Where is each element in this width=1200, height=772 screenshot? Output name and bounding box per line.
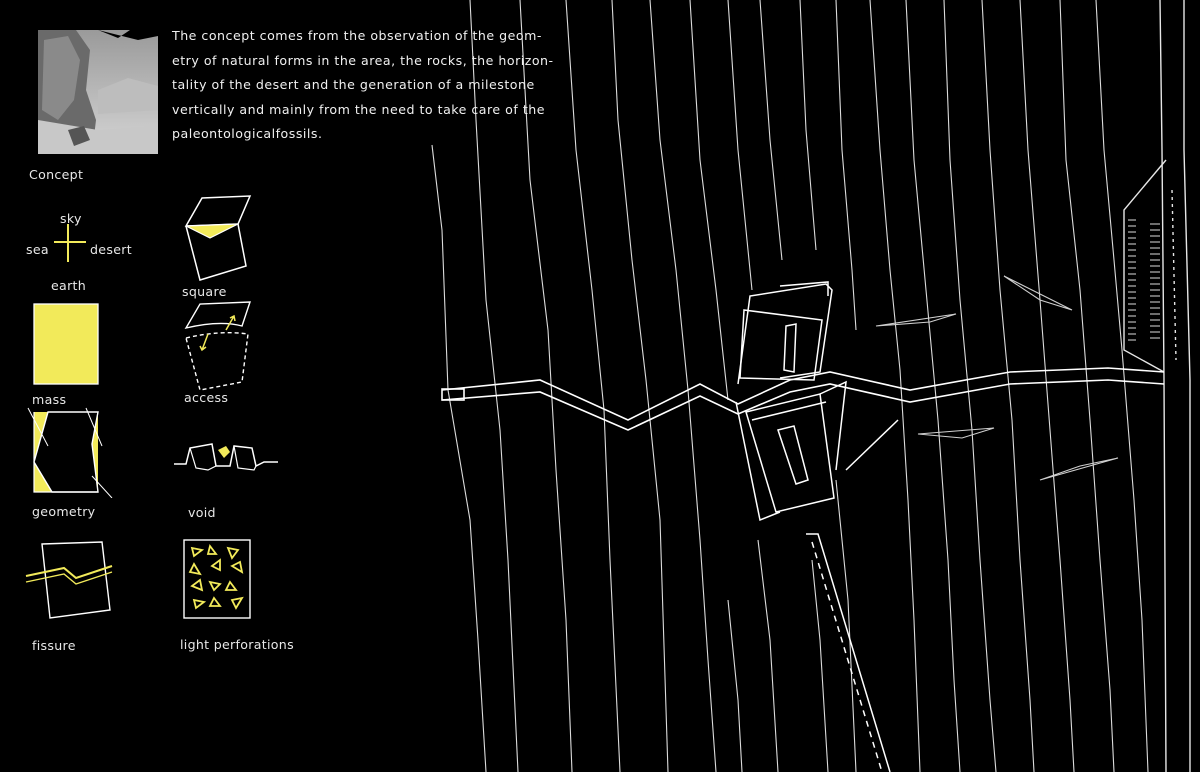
diagram-label-access: access	[184, 390, 229, 405]
diagram-label-light-perforations: light perforations	[180, 637, 294, 652]
building-volumes	[736, 282, 898, 772]
square-diagram-icon	[180, 192, 256, 286]
road	[1124, 0, 1190, 772]
fissure-diagram-icon	[24, 538, 114, 622]
void-diagram-icon	[172, 438, 282, 474]
diagram-label-earth: earth	[51, 278, 87, 293]
compass-cross-icon	[50, 222, 90, 262]
concept-photo	[38, 30, 158, 154]
diagram-label-mass: mass	[32, 392, 67, 407]
concept-line: etry of natural forms in the area, the rocks, the horizon-	[172, 52, 554, 68]
access-diagram-icon	[180, 300, 256, 392]
concept-description	[172, 24, 552, 147]
diagram-label-void: void	[188, 505, 216, 520]
light-perforations-diagram-icon	[180, 538, 254, 622]
mass-diagram-icon	[32, 300, 102, 386]
compass-desert-label: desert	[90, 242, 132, 257]
diagram-label-fissure: fissure	[32, 638, 76, 653]
parking-stalls	[1128, 220, 1160, 340]
compass-sea-label: sea	[26, 242, 49, 257]
diagram-label-geometry: geometry	[32, 504, 96, 519]
geometry-diagram-icon	[26, 406, 116, 498]
photo-caption: Concept	[29, 167, 84, 182]
concept-line: paleontologicalfossils.	[172, 126, 323, 142]
compass-sky-label: sky	[60, 211, 82, 226]
concept-line: vertically and mainly from the need to take care of the	[172, 101, 545, 117]
concept-line: tality of the desert and the generation of a milestone	[172, 77, 535, 93]
diagram-label-square: square	[182, 284, 227, 299]
concept-line: The concept comes from the observation of the geom-	[172, 28, 542, 43]
